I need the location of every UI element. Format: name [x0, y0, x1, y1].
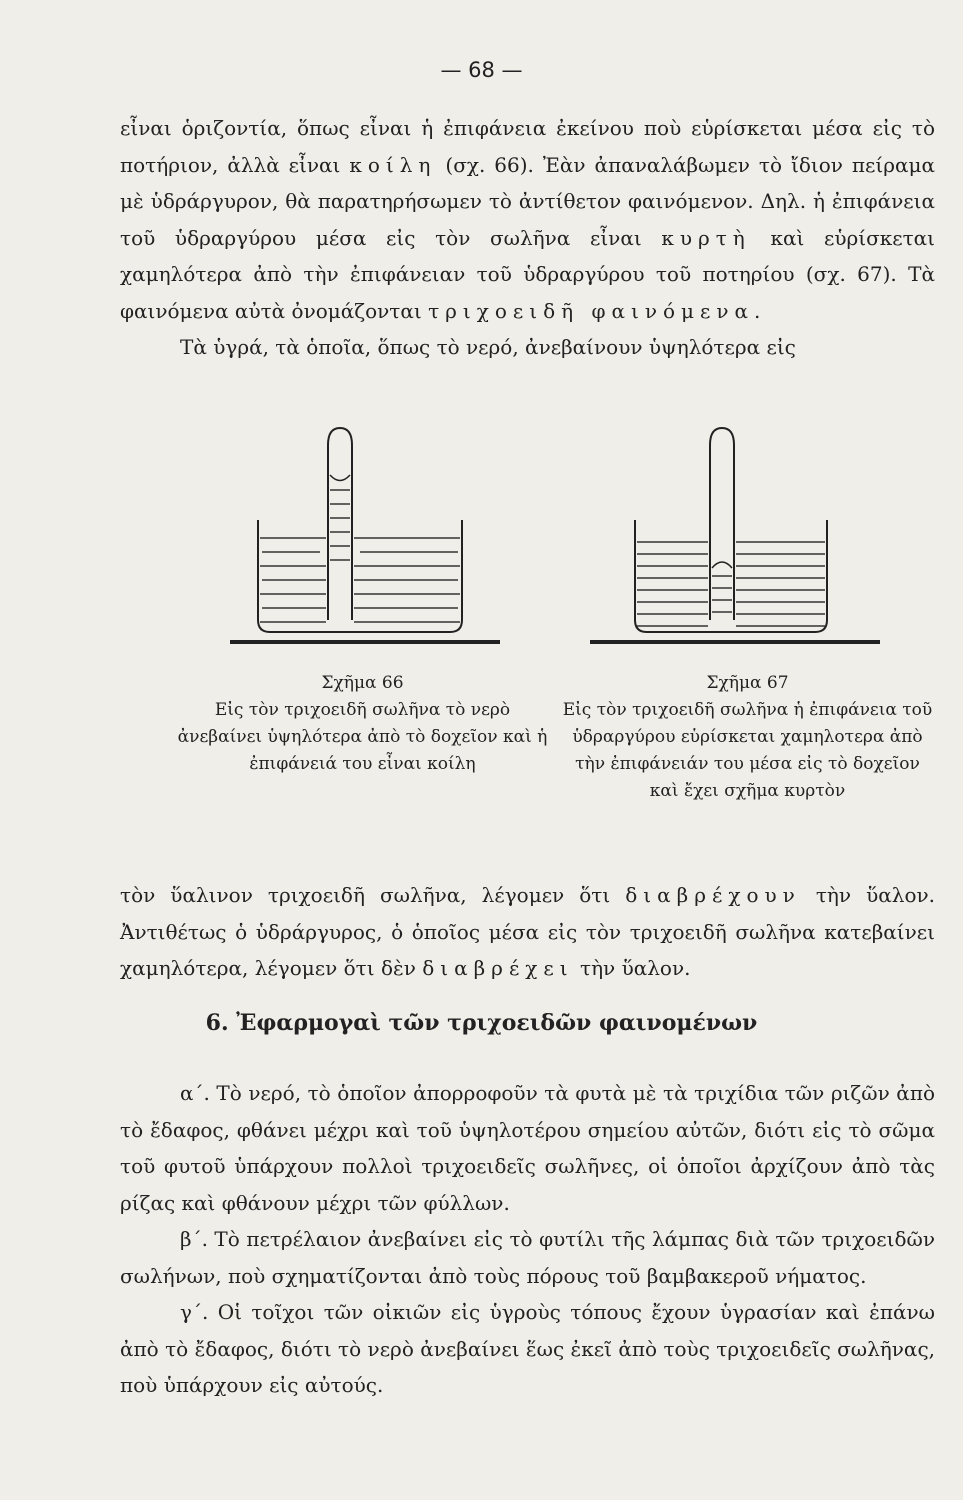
water-lines	[260, 490, 460, 622]
capillary-tube	[710, 428, 734, 620]
section-heading: 6. Ἐφαρμογαὶ τῶν τριχοειδῶν φαινομένων	[205, 1010, 758, 1036]
mercury-lines	[637, 542, 825, 626]
concave-meniscus	[330, 475, 350, 481]
term-kyrti: κυρτὴ	[661, 225, 751, 250]
figure-66-text: Εἰς τὸν τριχοειδῆ σωλῆνα τὸ νερὸ ἀνεβαίνει ὑψηλότερα ἀπὸ τὸ δοχεῖον καὶ ἡ ἐπιφάνειά του εἶναι κοίλη	[177, 700, 548, 774]
figure-67-text: Εἰς τὸν τριχοειδῆ σωλῆνα ἡ ἐπιφάνεια τοῦ ὑδραργύρου εὑρίσκεται χαμηλοτερα ἀπὸ τὴν ἐπιφάνειάν του μέσα εἰς τὸ δοχεῖον καὶ ἔχει σχῆμα κυρτὸν	[562, 700, 933, 801]
capillary-tube	[328, 428, 352, 620]
figure-67-caption	[560, 670, 935, 805]
figure-66-caption	[175, 670, 550, 778]
application-item: γ΄. Οἱ τοῖχοι τῶν οἰκιῶν εἰς ὑγροὺς τόπους ἔχουν ὑγρασίαν καὶ ἐπάνω ἀπὸ τὸ ἔδαφος, διότι τὸ νερὸ ἀνεβαίνει ἕως ἐκεῖ ἀπὸ τοὺς τριχοειδεῖς σωλῆνας, ποὺ ὑπάρχουν εἰς αὐτούς.	[120, 1300, 935, 1397]
application-item: α΄. Τὸ νερό, τὸ ὁποῖον ἀπορροφοῦν τὰ φυτὰ μὲ τὰ τριχίδια τῶν ριζῶν ἀπὸ τὸ ἔδαφος, φθάνει μέχρι καὶ τοῦ ὑψηλοτέρου σημείου αὐτῶν, διότι εἰς τὸ σῶμα τοῦ φυτοῦ ὑπάρχουν πολλοὶ τριχοειδεῖς σωλῆνες, οἱ ὁποῖοι ἀρχίζουν ἀπὸ τὰς ρίζας καὶ φθάνουν μέχρι τῶν φύλλων.	[120, 1081, 935, 1215]
wetting-paragraph	[120, 877, 935, 987]
paragraph-start: Τὰ ὑγρά, τὰ ὁποῖα, ὅπως τὸ νερό, ἀνεβαίνουν ὑψηλότερα εἰς	[180, 335, 796, 359]
intro-paragraph	[120, 110, 935, 366]
text-segment: καὶ εὑρίσκεται χαμηλότερα ἀπὸ τὴν ἐπιφάνειαν τοῦ ὑδραργύρου τοῦ ποτηρίου (σχ. 67). Τὰ φαινόμενα αὐτὰ ὀνομάζονται	[120, 225, 936, 323]
figure-67-title: Σχῆμα 67	[706, 673, 789, 693]
text-segment: εἶναι ὁριζοντία, ὅπως εἶναι ἡ ἐπιφάνεια ἐκείνου ποὺ εὑρίσκεται μέσα εἰς τὸ ποτήριον, ἀλλὰ εἶναι	[120, 116, 935, 177]
term-capillary: τριχοειδῆ φαινόμενα.	[428, 298, 767, 323]
page-number: — 68 —	[440, 58, 523, 82]
figure-66-title: Σχῆμα 66	[321, 673, 404, 693]
text-segment: τὴν ὕαλον. Ἀντιθέτως ὁ ὑδράργυρος, ὁ ὁποῖος μέσα εἰς τὸν τριχοειδῆ σωλῆνα κατεβαίνει χαμηλότερα, λέγομεν ὅτι δὲν	[120, 883, 936, 980]
text-segment: τὸν ὕαλινον τριχοειδῆ σωλῆνα, λέγομεν ὅτι	[120, 883, 611, 907]
term-diavrechei: διαβρέχει	[422, 956, 574, 980]
term-diavrechoun: διαβρέχουν	[625, 883, 801, 907]
application-item: β΄. Τὸ πετρέλαιον ἀνεβαίνει εἰς τὸ φυτίλι τῆς λάμπας διὰ τῶν τριχοειδῶν σωλήνων, ποὺ σχηματίζονται ἀπὸ τοὺς πόρους τοῦ βαμβακεροῦ νήματος.	[120, 1227, 935, 1288]
term-koili: κοίλη	[349, 152, 437, 177]
vessel	[258, 520, 462, 632]
figure-66-diagram	[230, 420, 500, 650]
convex-meniscus	[712, 562, 732, 568]
applications-list	[120, 1075, 935, 1404]
text-segment: (σχ. 66). Ἐὰν ἀπαναλάβωμεν τὸ ἴδιον πείραμα μὲ ὑδράργυρον, θὰ παρατηρήσωμεν τὸ ἀντίθετον φαινόμενον. Δηλ. ἡ ἐπιφάνεια τοῦ ὑδραργύρου μέσα εἰς τὸν σωλῆνα εἶναι	[120, 152, 935, 250]
figure-67-diagram	[590, 420, 880, 650]
text-segment: τὴν ὕαλον.	[580, 956, 691, 980]
